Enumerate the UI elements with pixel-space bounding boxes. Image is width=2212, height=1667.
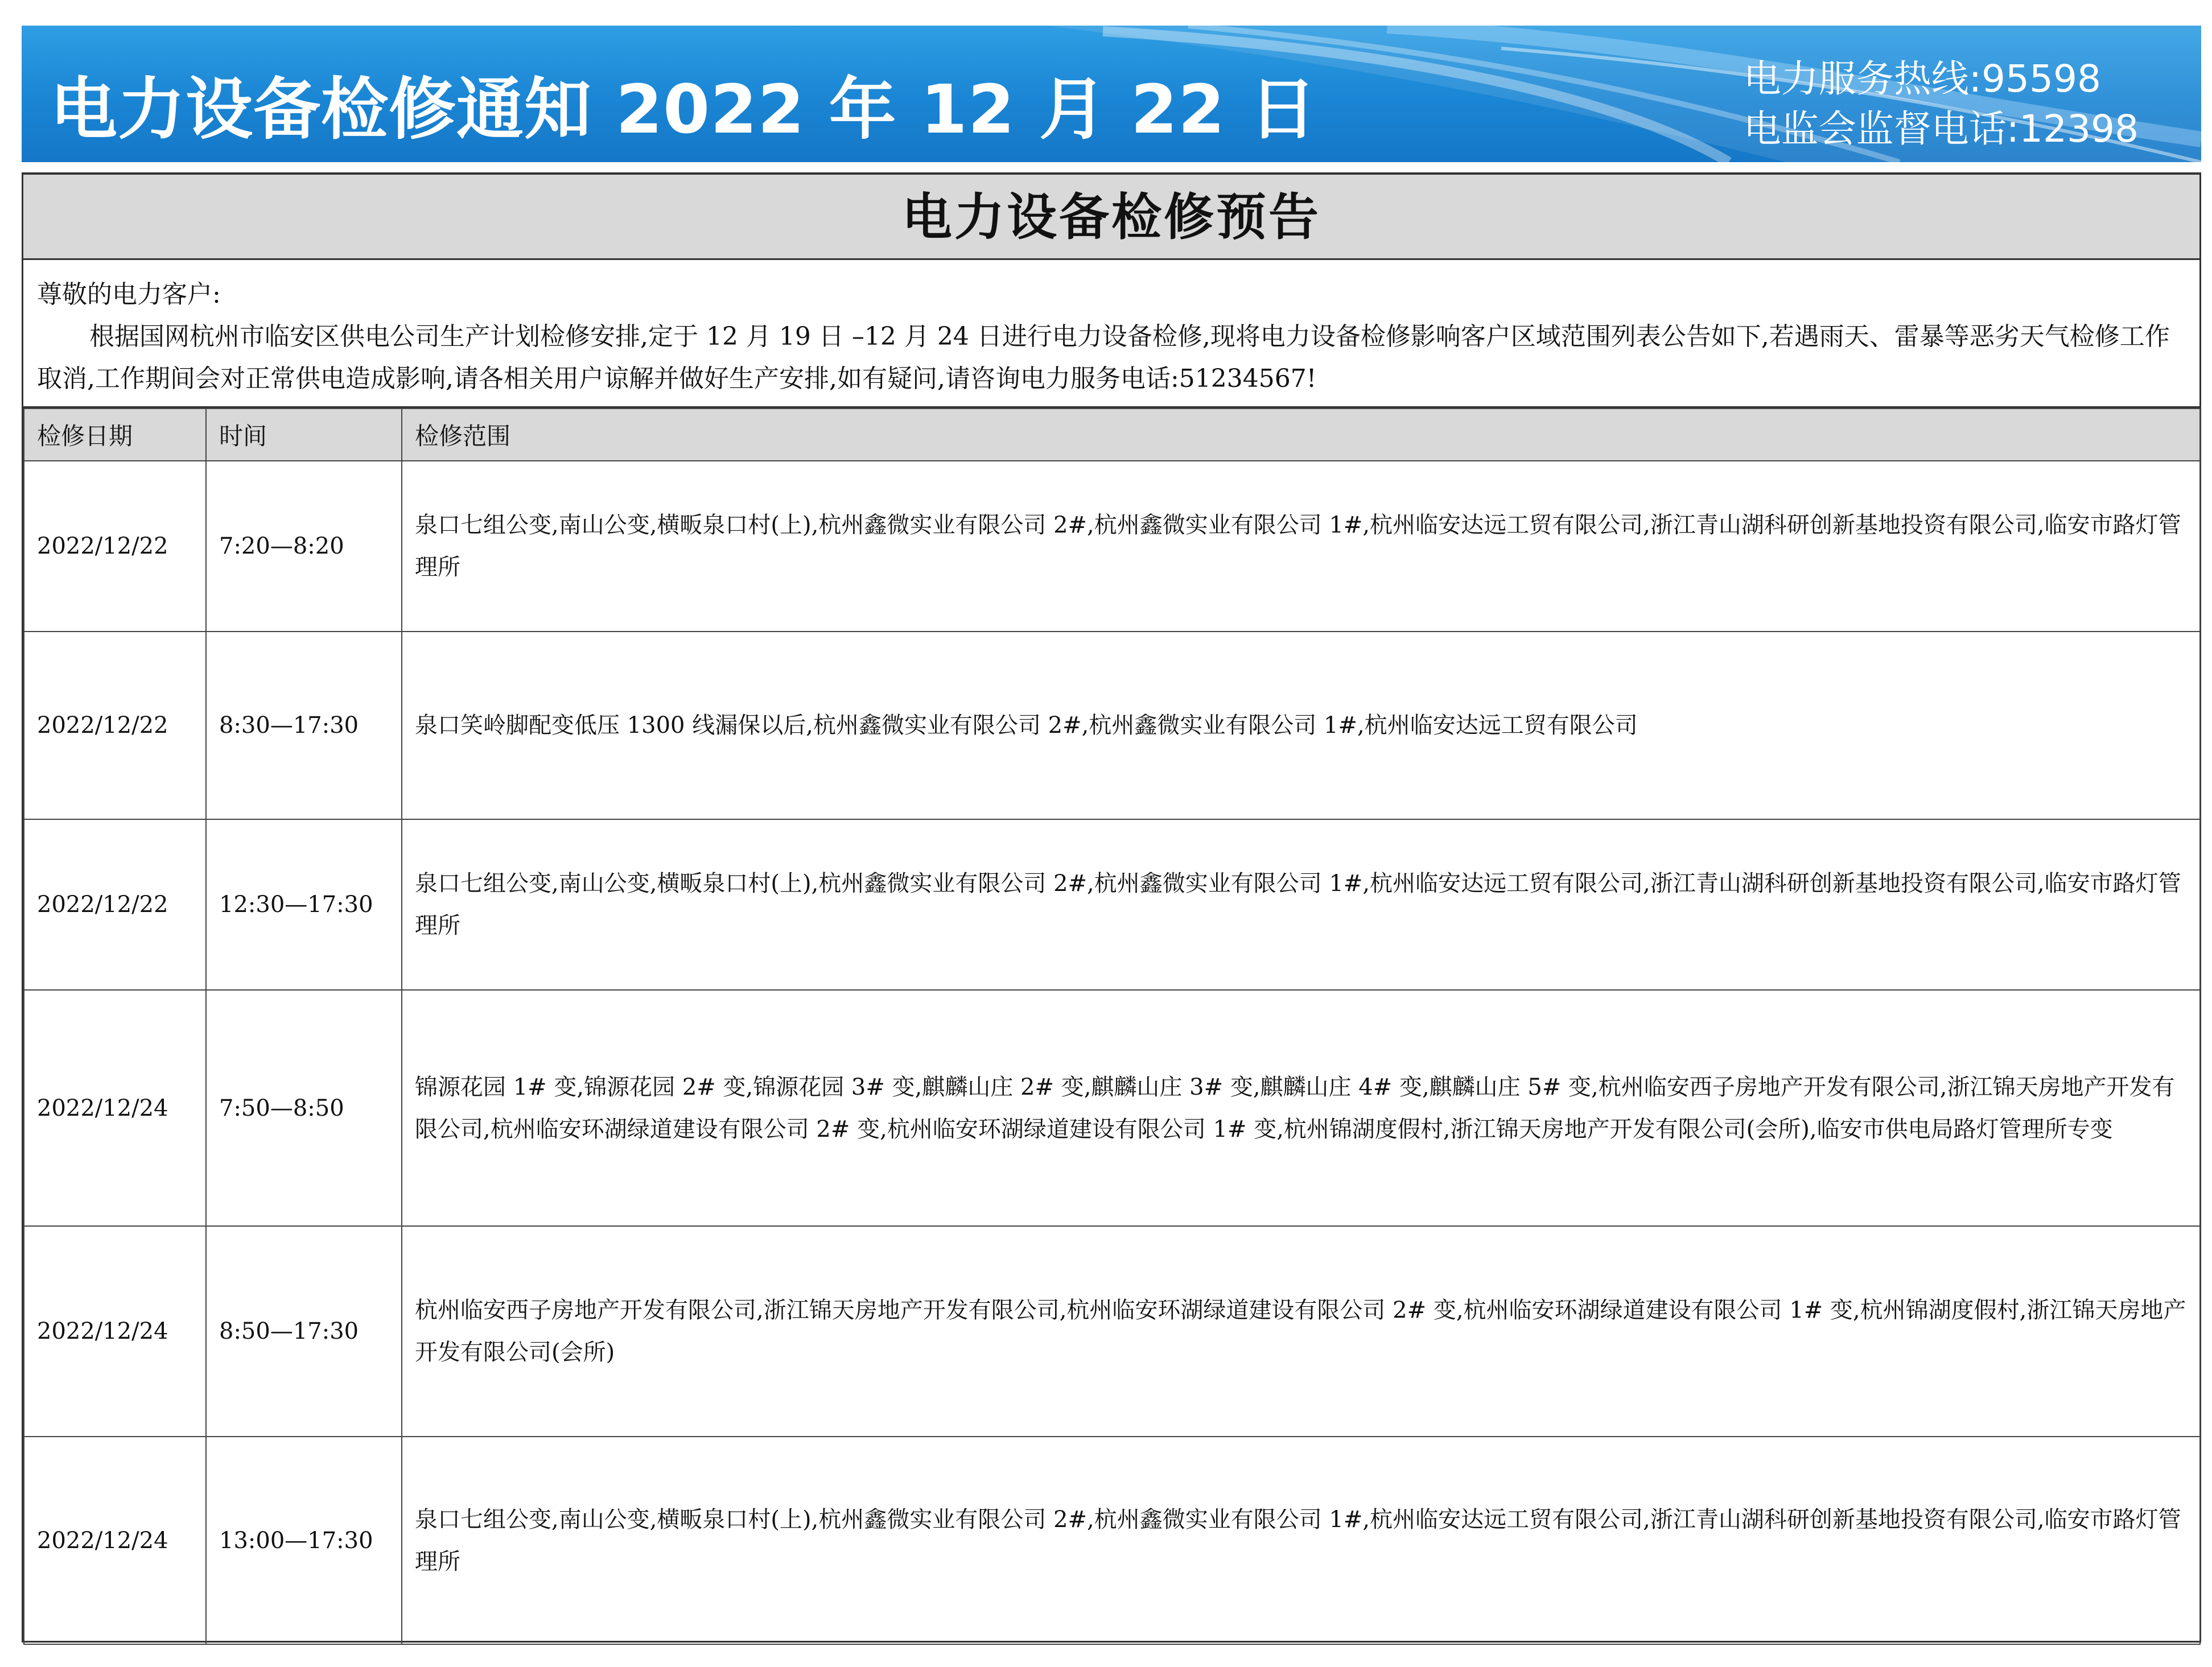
banner-title: 电力设备检修通知 2022 年 12 月 22 日 (50, 70, 1317, 148)
header-banner (22, 26, 2201, 162)
row-time: 8:30—17:30 (206, 632, 402, 819)
row-date: 2022/12/24 (24, 1226, 206, 1437)
row-date: 2022/12/22 (24, 461, 206, 632)
row-time: 13:00—17:30 (206, 1437, 402, 1644)
row-scope: 泉口七组公变,南山公变,横畈泉口村(上),杭州鑫微实业有限公司 2#,杭州鑫微实业有限公司 1#,杭州临安达远工贸有限公司,浙江青山湖科研创新基地投资有限公司,临安市路灯管理所 (402, 1437, 2200, 1644)
header-date: 检修日期 (24, 409, 206, 461)
row-date: 2022/12/22 (24, 632, 206, 819)
row-scope: 锦源花园 1# 变,锦源花园 2# 变,锦源花园 3# 变,麒麟山庄 2# 变,麒麟山庄 3# 变,麒麟山庄 4# 变,麒麟山庄 5# 变,杭州临安西子房地产开发有限公司,浙江锦天房地产开发有限公司,杭州临安环湖绿道建设有限公司 2# 变,杭州临安环湖绿道建设有限公司 1# 变,杭州锦湖度假村,浙江锦天房地产开发有限公司(会所),临安市供电局路灯管理所专变 (402, 990, 2200, 1226)
notice-body: 根据国网杭州市临安区供电公司生产计划检修安排,定于 12 月 19 日 –12 月 24 日进行电力设备检修,现将电力设备检修影响客户区域范围列表公告如下,若遇雨天、雷暴等恶劣天气检修工作取消,工作期间会对正常供电造成影响,请各相关用户谅解并做好生产安排,如有疑问,请咨询电力服务电话:51234567! (37, 322, 2170, 393)
table-row (24, 461, 2200, 632)
maintenance-table (23, 408, 2201, 1645)
table-header-row (24, 409, 2200, 461)
row-scope: 泉口七组公变,南山公变,横畈泉口村(上),杭州鑫微实业有限公司 2#,杭州鑫微实业有限公司 1#,杭州临安达远工贸有限公司,浙江青山湖科研创新基地投资有限公司,临安市路灯管理所 (402, 461, 2200, 632)
table-row (24, 990, 2200, 1226)
notice-heading: 电力设备检修预告 (23, 175, 2199, 260)
notice-intro (23, 260, 2199, 408)
row-time: 12:30—17:30 (206, 819, 402, 990)
service-hotline: 电力服务热线:95598 (1743, 57, 2101, 101)
row-scope: 杭州临安西子房地产开发有限公司,浙江锦天房地产开发有限公司,杭州临安环湖绿道建设有限公司 2# 变,杭州临安环湖绿道建设有限公司 1# 变,杭州锦湖度假村,浙江锦天房地产开发有限公司(会所) (402, 1226, 2200, 1437)
hotline-info (1744, 54, 2139, 154)
row-time: 8:50—17:30 (206, 1226, 402, 1437)
supervision-phone: 电监会监督电话:12398 (1743, 107, 2139, 151)
row-time: 7:20—8:20 (206, 461, 402, 632)
greeting: 尊敬的电力客户: (37, 280, 221, 309)
row-date: 2022/12/22 (24, 819, 206, 990)
header-scope: 检修范围 (402, 409, 2200, 461)
row-time: 7:50—8:50 (206, 990, 402, 1226)
table-row (24, 632, 2200, 819)
row-date: 2022/12/24 (24, 1437, 206, 1644)
row-scope: 泉口七组公变,南山公变,横畈泉口村(上),杭州鑫微实业有限公司 2#,杭州鑫微实业有限公司 1#,杭州临安达远工贸有限公司,浙江青山湖科研创新基地投资有限公司,临安市路灯管理所 (402, 819, 2200, 990)
notice-frame (22, 172, 2201, 1643)
table-row (24, 1437, 2200, 1644)
table-row (24, 819, 2200, 990)
table-row (24, 1226, 2200, 1437)
header-time: 时间 (206, 409, 402, 461)
row-scope: 泉口笑岭脚配变低压 1300 线漏保以后,杭州鑫微实业有限公司 2#,杭州鑫微实业有限公司 1#,杭州临安达远工贸有限公司 (402, 632, 2200, 819)
row-date: 2022/12/24 (24, 990, 206, 1226)
